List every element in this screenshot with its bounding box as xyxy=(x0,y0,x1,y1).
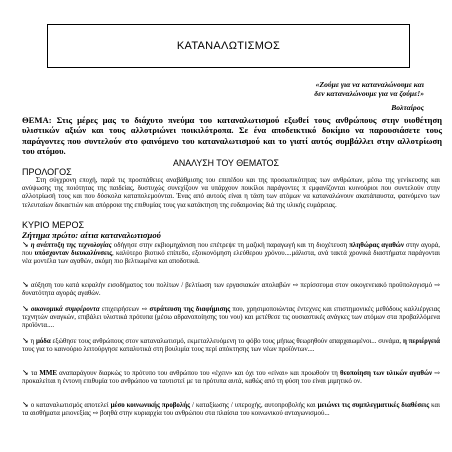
bullet-2-text1: αύξηση του κατά κεφαλήν εισοδήματος του πολίτων / βελτίωση των εργασιακών απολαβών ⇨ περίσσευμα στον οικογενειακό προϋπολογισμό ⇨ δυνατότητα αγοράς αγαθών. xyxy=(22,282,440,298)
pointer-icon: ↘ xyxy=(22,240,29,249)
bullet-3-lead: οικονομικά συμφέροντα xyxy=(30,306,100,313)
bullet-3 xyxy=(22,305,440,331)
bullet-1-bold2: υπόσχονταν διευκολύνσεις xyxy=(34,250,113,258)
bullet-4 xyxy=(22,337,440,354)
main-subheading: Ζήτημα πρώτο: αίτια καταναλωτισμού xyxy=(22,230,161,240)
bullet-1-text3: , καλύτερο βιοτικό επίπεδο, εξοικονόμηση ελεύθερου χρόνου....μάλιστα, ανά τακτά χρονικά διαστήματα παράγονται νέα μοντέλα των αγαθών, ακόμη πιο βελτιωμένα και αποδοτικά. xyxy=(22,250,440,266)
bullet-6-text3: και τα αισθήματα μειονεξίας ⇨ βοηθά στην κυριαρχία του ανθρώπου στα πλαίσια του κοινωνικού ανταγωνισμού... xyxy=(22,402,440,418)
essay-topic xyxy=(22,115,442,156)
bullet-4-bold2: η περιέργειά xyxy=(402,338,440,345)
bullet-5-bold2: θεοποίηση των υλικών αγαθών xyxy=(339,370,433,377)
analysis-heading: ΑΝΑΛΥΣΗ ΤΟΥ ΘΕΜΑΤΟΣ xyxy=(173,158,279,168)
pointer-icon: ↘ xyxy=(22,304,29,313)
quote-author: Βολταίρος xyxy=(391,103,424,112)
bullet-6-bold2: μειώνει τις συμπλεγματικές διαθέσεις xyxy=(317,402,430,409)
prologue-heading: ΠΡΟΛΟΓΟΣ xyxy=(22,167,72,177)
bullet-5-text2: αναπαράγουν διαρκώς το πρότυπο του ανθρώπου του «έχειν» και όχι του «είναι» και προωθούν τη xyxy=(56,370,340,377)
main-heading: ΚΥΡΙΟ ΜΕΡΟΣ xyxy=(22,220,85,230)
prologue-text: Στη σύγχρονη εποχή, παρά τις προσπάθειες αναβάθμισης του επιπέδου και της προσωπικότητας των ανθρώπων, μέσω της γενίκευσης και ανύψωσης της ποιότητας της παιδείας, δυστυχώς συνεχίζουν να υπάρχουν ποικίλοι παράγοντες π εμφανίζονται κυινούριοι που συντελούν στην αλλοτρίωσή τους και που δύσκολα καταπολεμούνται. Ένας από αυτούς είναι η τάση των ατόμων να καταναλώνουν ακατάπαυστα, φαινόμενο των τελευταίων δεκαετιών και απόρροια της επιθυμίας τους για κατάκτηση της ευδαιμονίας διά της υλικής ευμάρειας. xyxy=(22,177,440,209)
bullet-1 xyxy=(22,241,440,267)
bullet-2 xyxy=(22,281,440,298)
bullet-1-lead: η ανάπτυξη της τεχνολογίας xyxy=(30,242,112,249)
pointer-icon: ↘ xyxy=(22,280,29,289)
topic-label: ΘΕΜΑ: xyxy=(22,115,52,125)
document-title: ΚΑΤΑΝΑΛΩΤΙΣΜΟΣ xyxy=(176,40,281,52)
bullet-3-bold1: στράτευση της διαφήμισης xyxy=(149,306,231,313)
bullet-5 xyxy=(22,369,440,386)
epigraph-quote xyxy=(314,80,424,98)
bullet-4-text3: τους για το καινούριο λειτούργησε καταλυτικά στη βουλιμία τους περί απόκτησης των νέων προϊόντων.... xyxy=(22,346,315,354)
pointer-icon: ↘ xyxy=(22,368,29,377)
bullet-6-text2: / καταξίωσης / υπεροχής, αυτοπροβολής και xyxy=(190,402,318,409)
document-title-box xyxy=(47,24,410,68)
quote-line-2: δεν καταναλώνουμε για να ζούμε!» xyxy=(314,89,424,98)
bullet-6-bold1: μέσο κοινωνικής προβολής xyxy=(110,402,191,409)
bullet-4-text2: εξώθησε τους ανθρώπους στον καταναλωτισμό, εκμεταλλευόμενη το φόβο τους μήπως θεωρηθούν απαρχαιωμένοι... συνάμα, xyxy=(50,338,403,345)
bullet-4-bold1: μόδα xyxy=(35,338,51,345)
bullet-4-text1: η xyxy=(30,338,36,345)
pointer-icon: ↘ xyxy=(22,400,29,409)
quote-line-1: «Ζούμε για να καταναλώνουμε και xyxy=(315,80,424,89)
bullet-5-text1: τα xyxy=(30,370,40,377)
bullet-6-text1: ο καταναλωτισμός αποτελεί xyxy=(30,402,111,409)
pointer-icon: ↘ xyxy=(22,336,29,345)
topic-text: Στις μέρες μας το διάχυτο πνεύμα του καταναλωτισμού εξωθεί τους ανθρώπους στην υιοθέτηση υλιστικών αξιών και τους αλλοτριώνει ποικιλότροπα. Σε ένα αποδεικτικό δοκίμιο να παρουσιάσετε τους παράγοντες που συντελούν στο φαινόμενο του καταναλωτισμού και το γιατί αυτός συμβάλλει στην αλλοτρίωση του ατόμου. xyxy=(22,115,442,156)
bullet-6 xyxy=(22,401,440,418)
bullet-1-text1: οδήγησε στην εκβιομηχάνιση που επέτρεψε τη μαζική παραγωγή και τη διοχέτευση xyxy=(111,242,350,249)
bullet-5-text3: ⇨ προκαλείται η έντονη επιθυμία του ανθρώπου να ταυτιστεί με τα πρότυπα αυτά, καθώς από τη φύση του είναι μιμητικό ον. xyxy=(22,370,440,386)
bullet-3-text2: που, χρησιμοποιώντας έντεχνες και επιστημονικές μεθόδους καλλιέργειας τεχνητών αναγκών, επιβάλει υλιστικά πρότυπα (μέσω αδρανοποίησης του νου) και μετέθεσε τις ουσιαστικές ανάγκες των ατόμων στα προβαλλόμενα προϊόντα.... xyxy=(22,306,440,330)
bullet-1-bold1: πληθώρας αγαθών xyxy=(349,242,404,249)
bullet-3-text1: επιχειρήσεων ⇨ xyxy=(99,306,150,313)
bullet-1-text2: στην αγορά, που xyxy=(22,242,440,258)
bullet-5-bold1: ΜΜΕ xyxy=(39,370,57,377)
